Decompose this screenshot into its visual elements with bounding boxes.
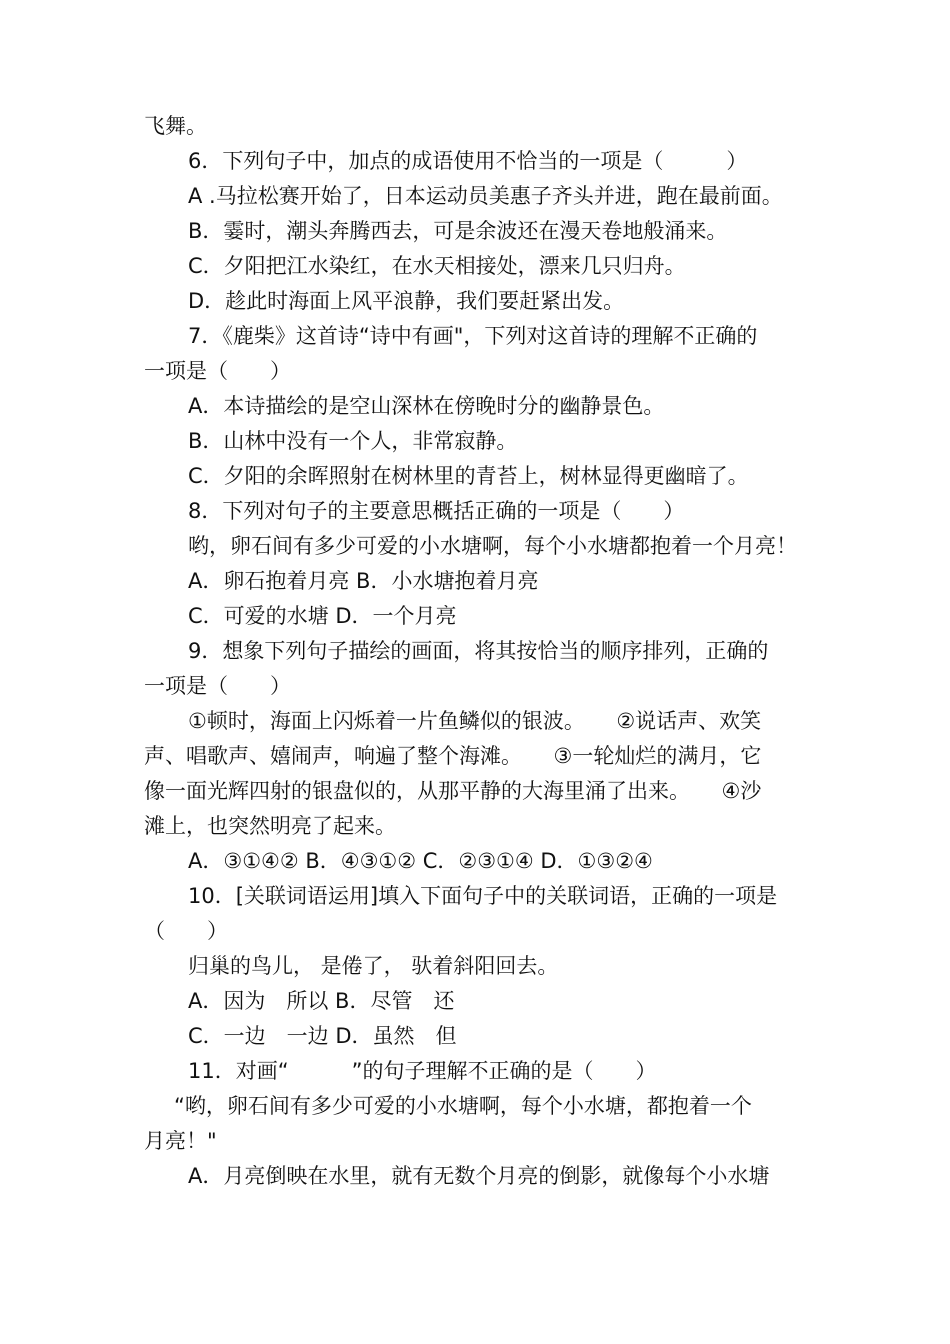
text-line: （ ）: [144, 919, 228, 943]
text-line: A．本诗描绘的是空山深林在傍晚时分的幽静景色。: [188, 394, 665, 418]
text-line: 一项是（ ）: [144, 674, 291, 698]
text-line: C．一边 一边 D．虽然 但: [188, 1024, 457, 1048]
text-line: C．可爱的水塘 D．一个月亮: [188, 604, 457, 628]
text-line: 10．[关联词语运用]填入下面句子中的关联词语，正确的一项是: [188, 884, 778, 908]
text-line: 一项是（ ）: [144, 359, 291, 383]
text-line: 归巢的鸟儿， 是倦了， 驮着斜阳回去。: [188, 954, 559, 978]
text-line: 哟，卵石间有多少可爱的小水塘啊，每个小水塘都抱着一个月亮！: [188, 534, 797, 558]
text-line: C．夕阳的余晖照射在树林里的青苔上，树林显得更幽暗了。: [188, 464, 749, 488]
text-line: A．卵石抱着月亮 B．小水塘抱着月亮: [188, 569, 539, 593]
text-line: 月亮！": [144, 1129, 217, 1153]
text-line: A．③①④② B．④③①② C．②③①④ D．①③②④: [188, 849, 653, 873]
text-line: 像一面光辉四射的银盘似的，从那平静的大海里涌了出来。 ④沙: [144, 779, 762, 803]
text-line: A．因为 所以 B．尽管 还: [188, 989, 455, 1013]
text-line: D．趁此时海面上风平浪静，我们要赶紧出发。: [188, 289, 625, 313]
text-line: ①顿时，海面上闪烁着一片鱼鳞似的银波。 ②说话声、欢笑: [188, 709, 762, 733]
text-line: 7．《鹿柴》这首诗“诗中有画"，下列对这首诗的理解不正确的: [188, 324, 758, 348]
text-line: 6．下列句子中，加点的成语使用不恰当的一项是（ ）: [188, 149, 748, 173]
document-body: [144, 109, 810, 1194]
text-line: 声、唱歌声、嬉闹声，响遍了整个海滩。 ③一轮灿烂的满月，它: [144, 744, 762, 768]
text-line: C．夕阳把江水染红，在水天相接处，漂来几只归舟。: [188, 254, 686, 278]
text-line: 飞舞。: [144, 114, 207, 138]
text-line: 滩上，也突然明亮了起来。: [144, 814, 396, 838]
text-line: B．霎时，潮头奔腾西去，可是余波还在漫天卷地般涌来。: [188, 219, 728, 243]
text-line: 9．想象下列句子描绘的画面，将其按恰当的顺序排列，正确的: [188, 639, 769, 663]
text-line: A．月亮倒映在水里，就有无数个月亮的倒影，就像每个小水塘: [188, 1164, 770, 1188]
text-line: A .马拉松赛开始了，日本运动员美惠子齐头并进，跑在最前面。: [188, 184, 783, 208]
text-line: B．山林中没有一个人，非常寂静。: [188, 429, 518, 453]
text-line: 8．下列对句子的主要意思概括正确的一项是（ ）: [188, 499, 685, 523]
text-line: 11．对画“ ”的句子理解不正确的是（ ）: [188, 1059, 657, 1083]
text-line: “哟，卵石间有多少可爱的小水塘啊，每个小水塘，都抱着一个: [174, 1094, 752, 1118]
